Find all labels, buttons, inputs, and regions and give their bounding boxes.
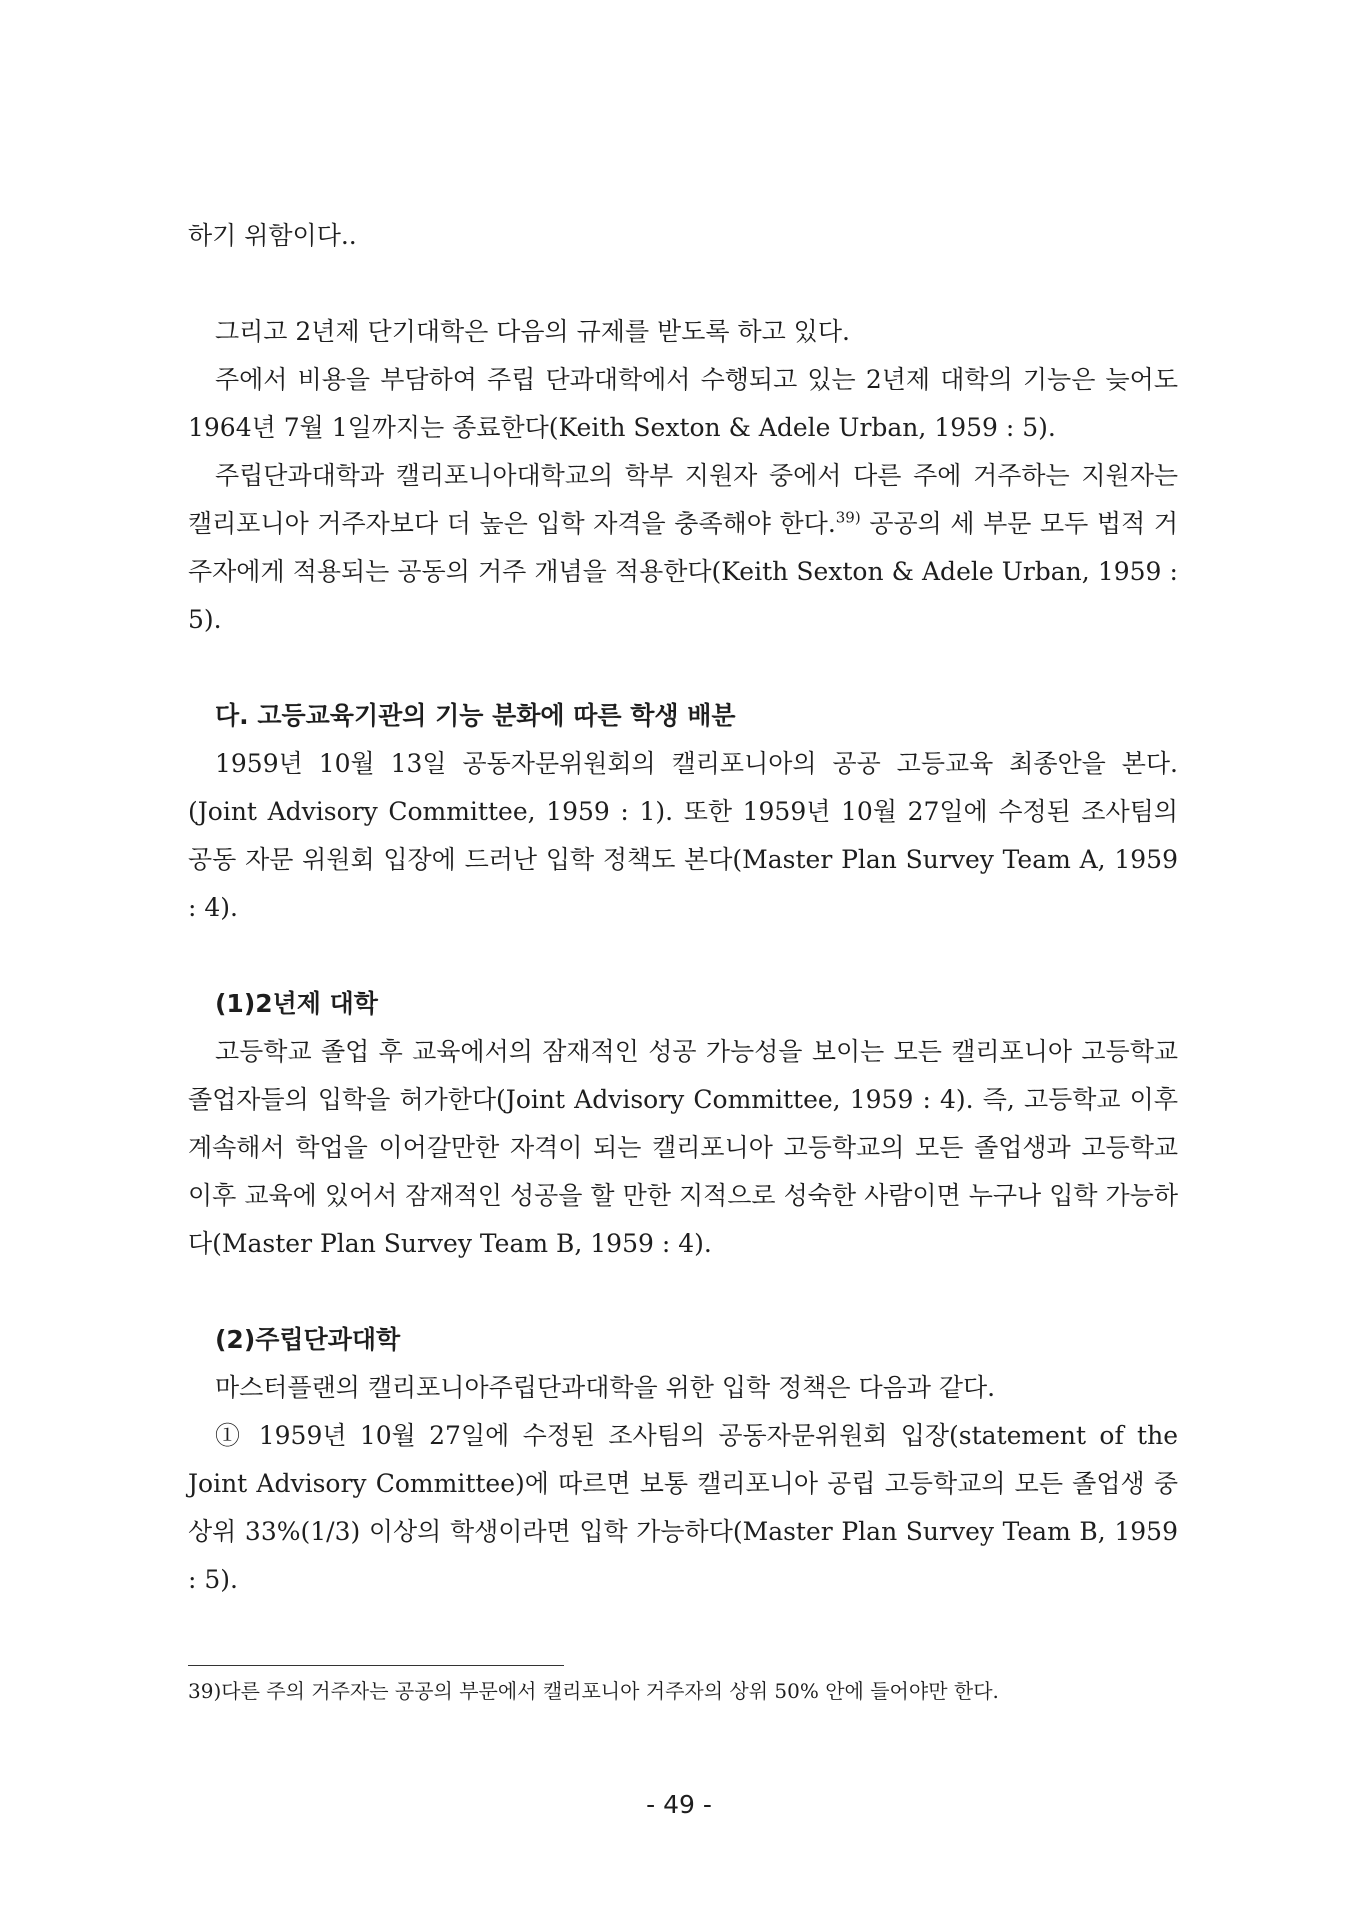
section3-paragraph-1: 고등학교 졸업 후 교육에서의 잠재적인 성공 가능성을 보이는 모든 캘리포니아 고등학교 졸업자들의 입학을 허가한다(Joint Advisory Committee, 1959 : 4). 즉, 고등학교 이후 계속해서 학업을 이어갈만한 자격이 되는 캘리포니아 고등학교의 모든 졸업생과 고등학교 이후 교육에 있어서 잠재적인 성공을 할 만한 지적으로 성숙한 사람이면 누구나 입학 가능하다(Master Plan Survey Team B, 1959 : 4). xyxy=(188,1037,1178,1258)
paragraph-text: 공공의 세 부문 모두 법적 거주자에게 적용되는 공동의 거주 개념을 적용한다(Keith Sexton & Adele Urban, 1959 : 5). xyxy=(188,509,1178,634)
section4-item-1: ① 1959년 10월 27일에 수정된 조사팀의 공동자문위원회 입장(statement of the Joint Advisory Committee)에 따르면 보통 캘리포니아 공립 고등학교의 모든 졸업생 중 상위 33%(1/3) 이상의 학생이라면 입학 가능하다(Master Plan Survey Team B, 1959 : 5). xyxy=(188,1421,1178,1594)
section-heading: 다. 고등교육기관의 기능 분화에 따른 학생 배분 xyxy=(215,701,736,730)
footnote: 39)다른 주의 거주자는 공공의 부문에서 캘리포니아 거주자의 상위 50% 안에 들어야만 한다. xyxy=(188,1679,999,1703)
footnote-reference: 39) xyxy=(835,508,861,527)
paragraph-text: 주립단과대학과 캘리포니아대학교의 학부 지원자 중에서 다른 주에 거주하는 지원자는 캘리포니아 거주자보다 더 높은 입학 자격을 충족해야 한다. xyxy=(188,461,1178,538)
continuation-text: 하기 위함이다.. xyxy=(188,221,357,250)
section1-intro: 그리고 2년제 단기대학은 다음의 규제를 받도록 하고 있다. xyxy=(215,317,850,346)
section4-intro: 마스터플랜의 캘리포니아주립단과대학을 위한 입학 정책은 다음과 같다. xyxy=(215,1373,996,1402)
page-number: - 49 - xyxy=(646,1790,712,1819)
section1-paragraph-1: 주에서 비용을 부담하여 주립 단과대학에서 수행되고 있는 2년제 대학의 기능은 늦어도 1964년 7월 1일까지는 종료한다(Keith Sexton & Adele Urban, 1959 : 5). xyxy=(188,365,1178,442)
section1-paragraph-2 xyxy=(188,452,1178,644)
document-body xyxy=(188,212,1178,1604)
footnote-divider xyxy=(188,1665,564,1666)
subsection-heading: (1)2년제 대학 xyxy=(215,989,378,1018)
spacer xyxy=(188,260,1178,308)
spacer xyxy=(188,1268,1178,1316)
subsection-heading: (2)주립단과대학 xyxy=(215,1325,401,1354)
section2-paragraph-1: 1959년 10월 13일 공동자문위원회의 캘리포니아의 공공 고등교육 최종안을 본다.(Joint Advisory Committee, 1959 : 1). 또한 1959년 10월 27일에 수정된 조사팀의 공동 자문 위원회 입장에 드러난 입학 정책도 본다(Master Plan Survey Team A, 1959 : 4). xyxy=(188,749,1178,922)
spacer xyxy=(188,644,1178,692)
spacer xyxy=(188,932,1178,980)
